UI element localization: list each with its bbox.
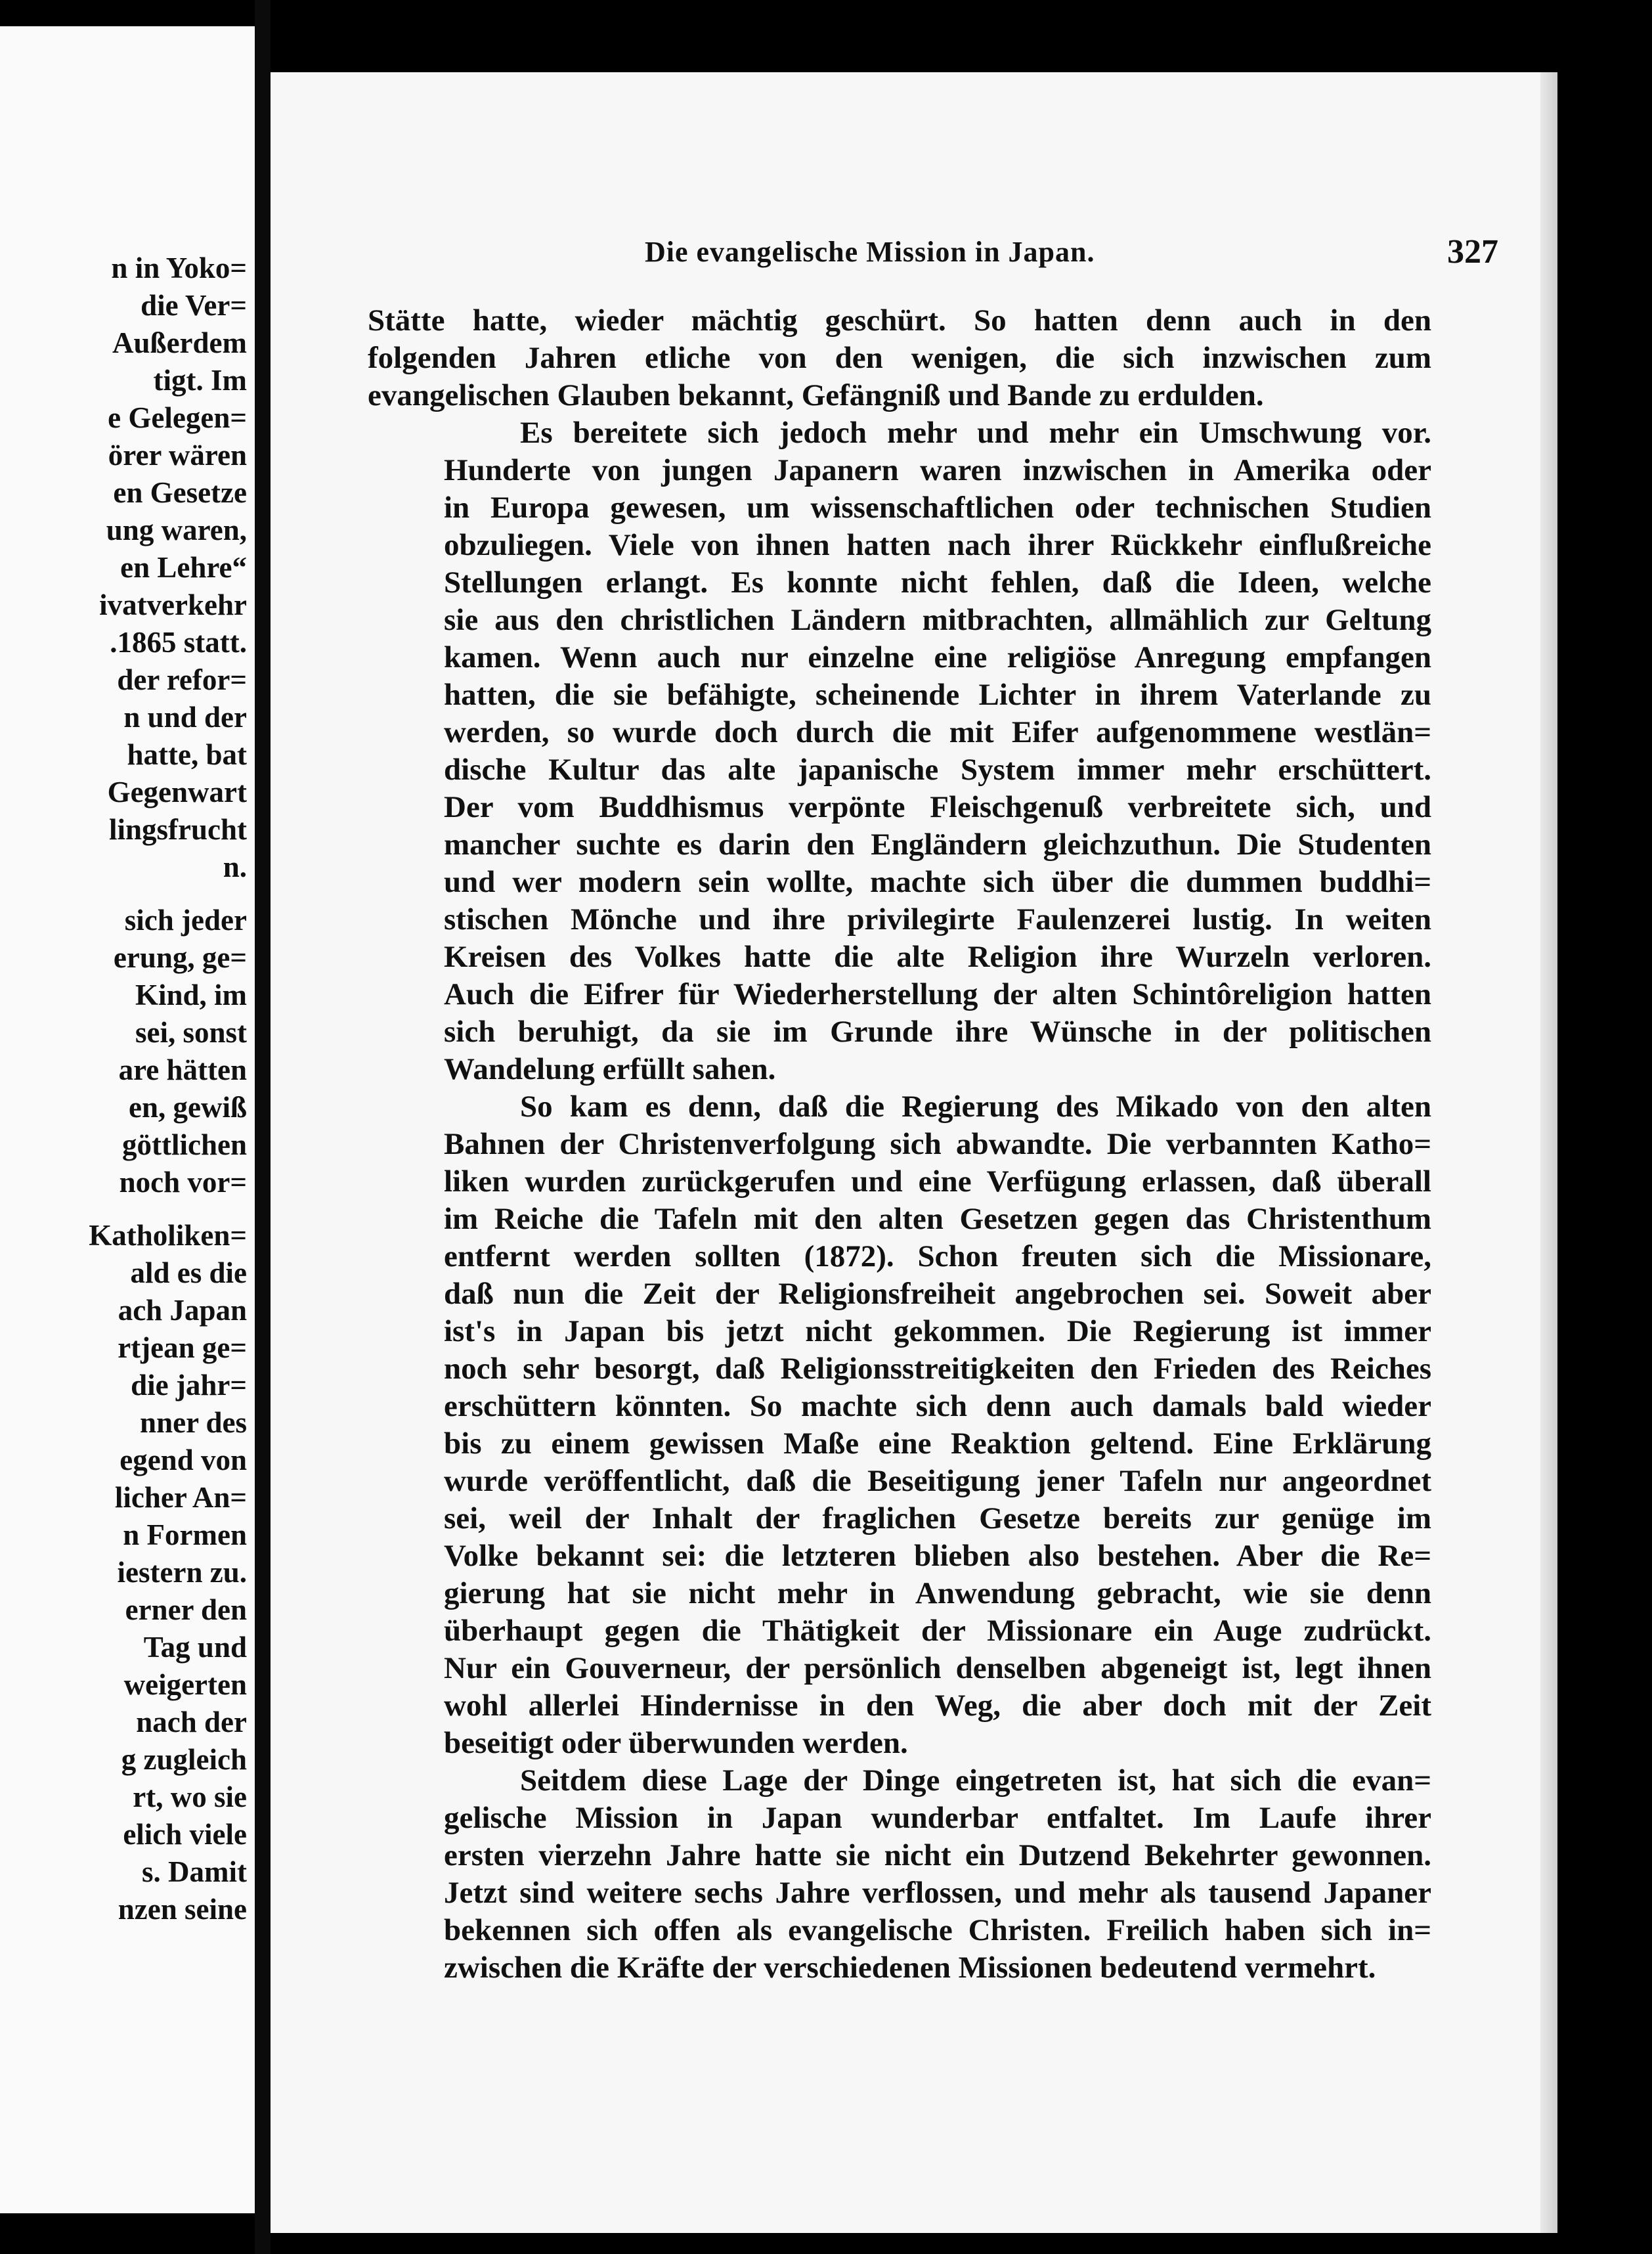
left-page-line: nzen seine: [118, 1893, 247, 1926]
text-line: zwischen die Kräfte der verschiedenen Missionen bedeutend vermehrt.: [444, 1951, 1376, 1985]
text-line: kamen. Wenn auch nur einzelne eine religiöse Anregung empfangen: [444, 640, 1431, 674]
left-page-line: lingsfrucht: [108, 813, 247, 846]
text-line: Auch die Eifrer für Wiederherstellung der alten Schintôreligion hatten: [444, 977, 1431, 1011]
text-line: überhaupt gegen die Thätigkeit der Missionare ein Auge zudrückt.: [444, 1614, 1431, 1648]
text-line: Bahnen der Christenverfolgung sich abwandte. Die verbannten Katho=: [444, 1127, 1431, 1161]
paragraph: [368, 1088, 1431, 1762]
left-page-line: are hätten: [118, 1053, 247, 1086]
text-line: wurde veröffentlicht, daß die Beseitigung jener Tafeln nur angeordnet: [444, 1464, 1431, 1498]
text-line: noch sehr besorgt, daß Religionsstreitigkeiten den Frieden des Reiches: [444, 1352, 1431, 1386]
left-page-line: g zugleich: [121, 1743, 247, 1776]
left-page-line: ung waren,: [106, 514, 247, 546]
text-line: entfernt werden sollten (1872). Schon freuten sich die Missionare,: [444, 1239, 1431, 1273]
text-line: beseitigt oder überwunden werden.: [444, 1726, 908, 1760]
text-line: So kam es denn, daß die Regierung des Mikado von den alten: [520, 1090, 1431, 1124]
text-line: Wandelung erfüllt sahen.: [444, 1052, 776, 1086]
left-page-line: sei, sonst: [135, 1016, 247, 1049]
page-number: 327: [1447, 233, 1498, 271]
text-line: Volke bekannt sei: die letzteren blieben also bestehen. Aber die Re=: [444, 1539, 1431, 1573]
left-page-line: weigerten: [123, 1668, 247, 1701]
text-line: dische Kultur das alte japanische System immer mehr erschüttert.: [444, 753, 1431, 787]
text-line: Stätte hatte, wieder mächtig geschürt. So hatten denn auch in den: [368, 303, 1431, 338]
left-page-line: noch vor=: [119, 1166, 247, 1199]
text-line: daß nun die Zeit der Religionsfreiheit angebrochen sei. Soweit aber: [444, 1277, 1431, 1311]
text-line: im Reiche die Tafeln mit den alten Gesetzen gegen das Christenthum: [444, 1202, 1431, 1236]
left-page-line: erner den: [125, 1593, 247, 1626]
left-page-line: en Gesetze: [113, 476, 247, 509]
left-page-line: Tag und: [143, 1631, 247, 1664]
text-line: liken wurden zurückgerufen und eine Verfügung erlassen, daß überall: [444, 1164, 1431, 1199]
text-line: bekennen sich offen als evangelische Christen. Freilich haben sich in=: [444, 1913, 1431, 1947]
book-gutter: [255, 0, 271, 2254]
text-line: Stellungen erlangt. Es konnte nicht fehlen, daß die Ideen, welche: [444, 565, 1431, 600]
page-header: [336, 235, 1498, 281]
left-page-line: e Gelegen=: [108, 401, 247, 434]
left-page-line: .1865 statt.: [110, 626, 247, 659]
text-line: Der vom Buddhismus verpönte Fleischgenuß verbreitete sich, und: [444, 790, 1431, 824]
left-page-line: tigt. Im: [153, 364, 247, 397]
text-line: gierung hat sie nicht mehr in Anwendung gebracht, wie sie denn: [444, 1576, 1431, 1610]
left-page-line: rtjean ge=: [118, 1331, 247, 1364]
text-line: evangelischen Glauben bekannt, Gefängniß und Bande zu erdulden.: [368, 378, 1264, 412]
left-page-line: n in Yoko=: [111, 252, 247, 284]
text-line: Hunderte von jungen Japanern waren inzwischen in Amerika oder: [444, 453, 1431, 487]
right-page: [271, 72, 1557, 2233]
left-page-line: en Lehre“: [120, 551, 247, 584]
text-line: in Europa gewesen, um wissenschaftlichen oder technischen Studien: [444, 491, 1431, 525]
left-page-line: örer wären: [108, 439, 247, 472]
left-page-line: Kind, im: [135, 979, 247, 1011]
left-page-line: rt, wo sie: [133, 1780, 247, 1813]
left-page-line: ald es die: [130, 1256, 247, 1289]
left-page-line: egend von: [120, 1444, 247, 1476]
paragraph-gap: [11, 1201, 247, 1217]
text-line: Kreisen des Volkes hatte die alte Religion ihre Wurzeln verloren.: [444, 940, 1431, 974]
text-line: obzuliegen. Viele von ihnen hatten nach ihrer Rückkehr einflußreiche: [444, 528, 1431, 562]
paragraph-gap: [11, 886, 247, 902]
text-line: erschüttern könnten. So machte sich denn auch damals bald wieder: [444, 1389, 1431, 1423]
left-page-line: n Formen: [123, 1518, 247, 1551]
text-line: Seitdem diese Lage der Dinge eingetreten ist, hat sich die evan=: [520, 1763, 1431, 1798]
text-line: sich beruhigt, da sie im Grunde ihre Wünsche in der politischen: [444, 1015, 1431, 1049]
paragraph: [368, 1762, 1431, 1987]
text-line: wohl allerlei Hindernisse in den Weg, die aber doch mit der Zeit: [444, 1689, 1431, 1723]
text-line: gelische Mission in Japan wunderbar entfaltet. Im Laufe ihrer: [444, 1801, 1431, 1835]
left-page-line: ivatverkehr: [99, 588, 247, 621]
text-line: Jetzt sind weitere sechs Jahre verflossen, und mehr als tausend Japaner: [444, 1876, 1431, 1910]
text-line: folgenden Jahren etliche von den wenigen, die sich inzwischen zum: [368, 341, 1431, 375]
left-page-line: nach der: [136, 1706, 247, 1738]
left-page-line: nner des: [140, 1406, 247, 1439]
left-page-line: en, gewiß: [129, 1091, 247, 1124]
text-line: hatten, die sie befähigte, scheinende Lichter in ihrem Vaterlande zu: [444, 678, 1431, 712]
left-page-line: n und der: [123, 701, 247, 734]
left-page-line: die jahr=: [131, 1369, 247, 1402]
text-line: stischen Mönche und ihre privilegirte Faulenzerei lustig. In weiten: [444, 902, 1431, 937]
left-page-line: der refor=: [117, 663, 247, 696]
text-line: sie aus den christlichen Ländern mitbrachten, allmählich zur Geltung: [444, 603, 1431, 637]
text-line: mancher suchte es darin den Engländern gleichzuthun. Die Studenten: [444, 828, 1431, 862]
left-page-line: sich jeder: [124, 904, 247, 937]
text-line: und wer modern sein wollte, machte sich über die dummen buddhi=: [444, 865, 1431, 899]
left-page-line: Außerdem: [112, 326, 247, 359]
left-page-line: die Ver=: [141, 289, 247, 322]
left-page-line: n.: [223, 851, 247, 883]
left-page-line: erung, ge=: [113, 941, 247, 974]
left-page-line: s. Damit: [142, 1855, 247, 1888]
left-page-line: Katholiken=: [89, 1219, 247, 1252]
left-page-line: licher An=: [114, 1481, 247, 1514]
left-page-line: ach Japan: [118, 1294, 247, 1327]
text-line: ist's in Japan bis jetzt nicht gekommen. Die Regierung ist immer: [444, 1314, 1431, 1348]
left-page-line: göttlichen: [122, 1128, 247, 1161]
left-page-line: elich viele: [123, 1818, 247, 1851]
text-line: werden, so wurde doch durch die mit Eifer aufgenommene westlän=: [444, 715, 1431, 749]
text-line: Es bereitete sich jedoch mehr und mehr ein Umschwung vor.: [520, 416, 1431, 450]
left-page-text-column: [11, 250, 247, 1928]
left-page-line: iestern zu.: [117, 1556, 247, 1589]
running-title: Die evangelische Mission in Japan.: [645, 236, 1095, 268]
paragraph: [368, 302, 1431, 414]
text-line: Nur ein Gouverneur, der persönlich denselben abgeneigt ist, legt ihnen: [444, 1651, 1431, 1685]
page-edge-shadow: [1540, 72, 1557, 2233]
paragraph: [368, 414, 1431, 1088]
text-line: bis zu einem gewissen Maße eine Reaktion geltend. Eine Erklärung: [444, 1426, 1431, 1461]
text-line: sei, weil der Inhalt der fraglichen Gesetze bereits zur genüge im: [444, 1501, 1431, 1536]
body-text: [368, 302, 1431, 1987]
left-page-fragment: [0, 26, 255, 2213]
text-line: ersten vierzehn Jahre hatte sie nicht ein Dutzend Bekehrter gewonnen.: [444, 1838, 1431, 1872]
left-page-line: Gegenwart: [107, 776, 247, 808]
left-page-line: hatte, bat: [127, 738, 247, 771]
